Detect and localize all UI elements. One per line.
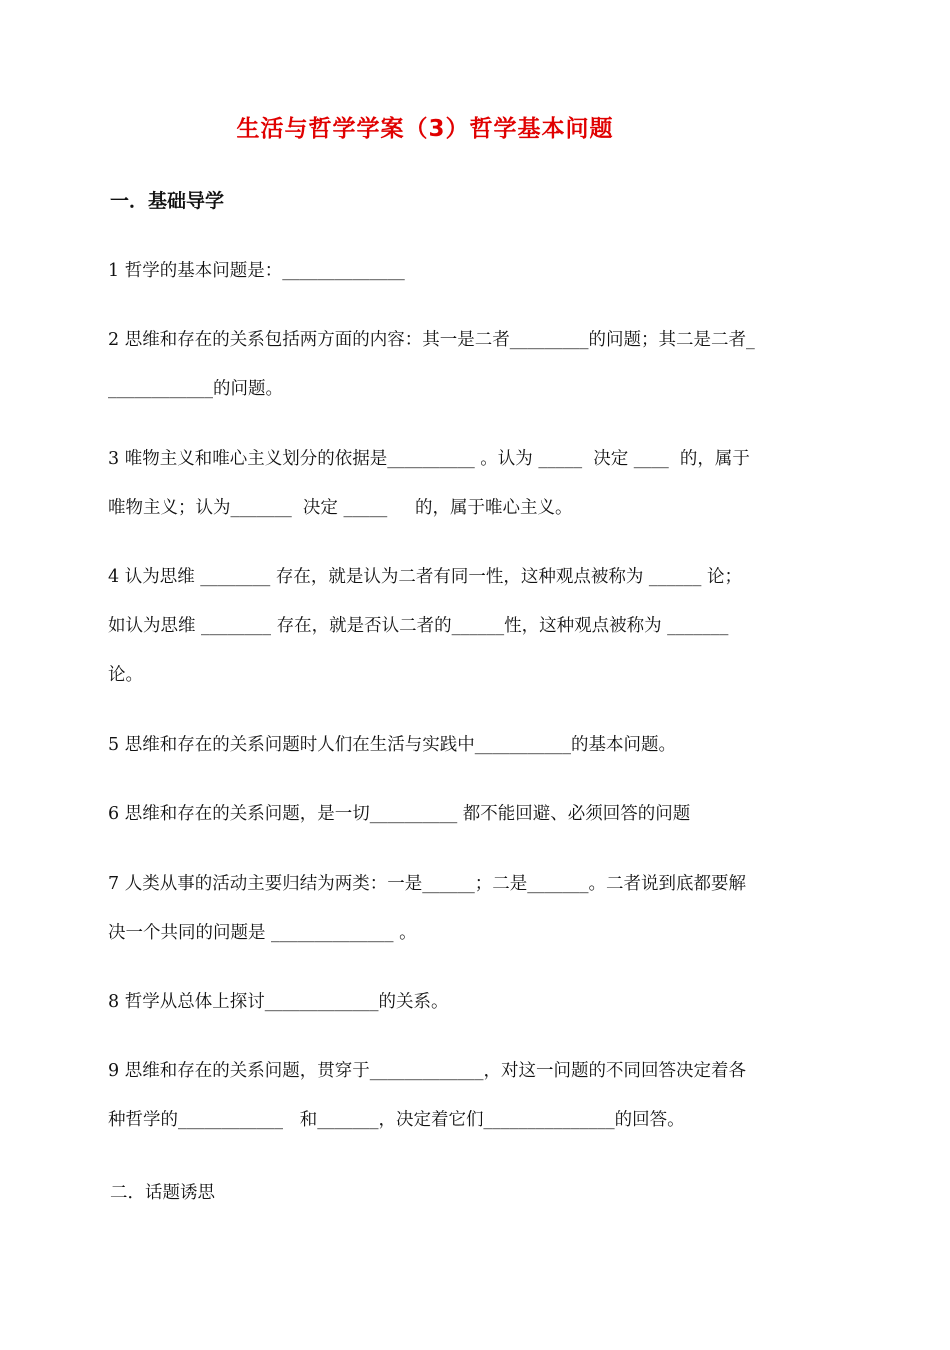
question-6-line-1: 6 思维和存在的关系问题，是一切__________ 都不能回避、必须回答的问题	[108, 804, 691, 824]
question-7-line-2: 决一个共同的问题是 ______________ 。	[108, 923, 417, 943]
question-8-line-1: 8 哲学从总体上探讨_____________的关系。	[108, 992, 449, 1012]
question-4-line-3: 论。	[108, 665, 143, 685]
document-title: 生活与哲学学案（3）哲学基本问题	[236, 116, 614, 142]
question-4-line-1: 4 认为思维 ________ 存在，就是认为二者有同一性，这种观点被称为 ______ 论；	[108, 567, 742, 587]
question-7-line-1: 7 人类从事的活动主要归结为两类：一是______；二是_______。二者说到底都要解	[108, 874, 746, 894]
question-4-line-2: 如认为思维 ________ 存在，就是否认二者的______性，这种观点被称为 _______	[108, 616, 729, 636]
question-1-line-1: 1 哲学的基本问题是：______________	[108, 261, 405, 281]
question-2-line-2: ____________的问题。	[108, 379, 283, 399]
section-heading-basic: 一．基础导学	[110, 190, 225, 212]
section-heading-topic: 二．话题诱思	[110, 1183, 215, 1203]
question-9-line-2: 种哲学的____________ 和_______，决定着它们_______________的回答。	[108, 1110, 685, 1130]
question-5-line-1: 5 思维和存在的关系问题时人们在生活与实践中___________的基本问题。	[108, 735, 676, 755]
question-9-line-1: 9 思维和存在的关系问题，贯穿于_____________，对这一问题的不同回答决定着各	[108, 1061, 746, 1081]
question-2-line-1: 2 思维和存在的关系包括两方面的内容：其一是二者_________的问题；其二是二者_	[108, 330, 755, 350]
question-3-line-1: 3 唯物主义和唯心主义划分的依据是__________ 。认为 _____ 决定 ____ 的，属于	[108, 449, 750, 469]
question-3-line-2: 唯物主义；认为_______ 决定 _____ 的，属于唯心主义。	[108, 498, 573, 518]
